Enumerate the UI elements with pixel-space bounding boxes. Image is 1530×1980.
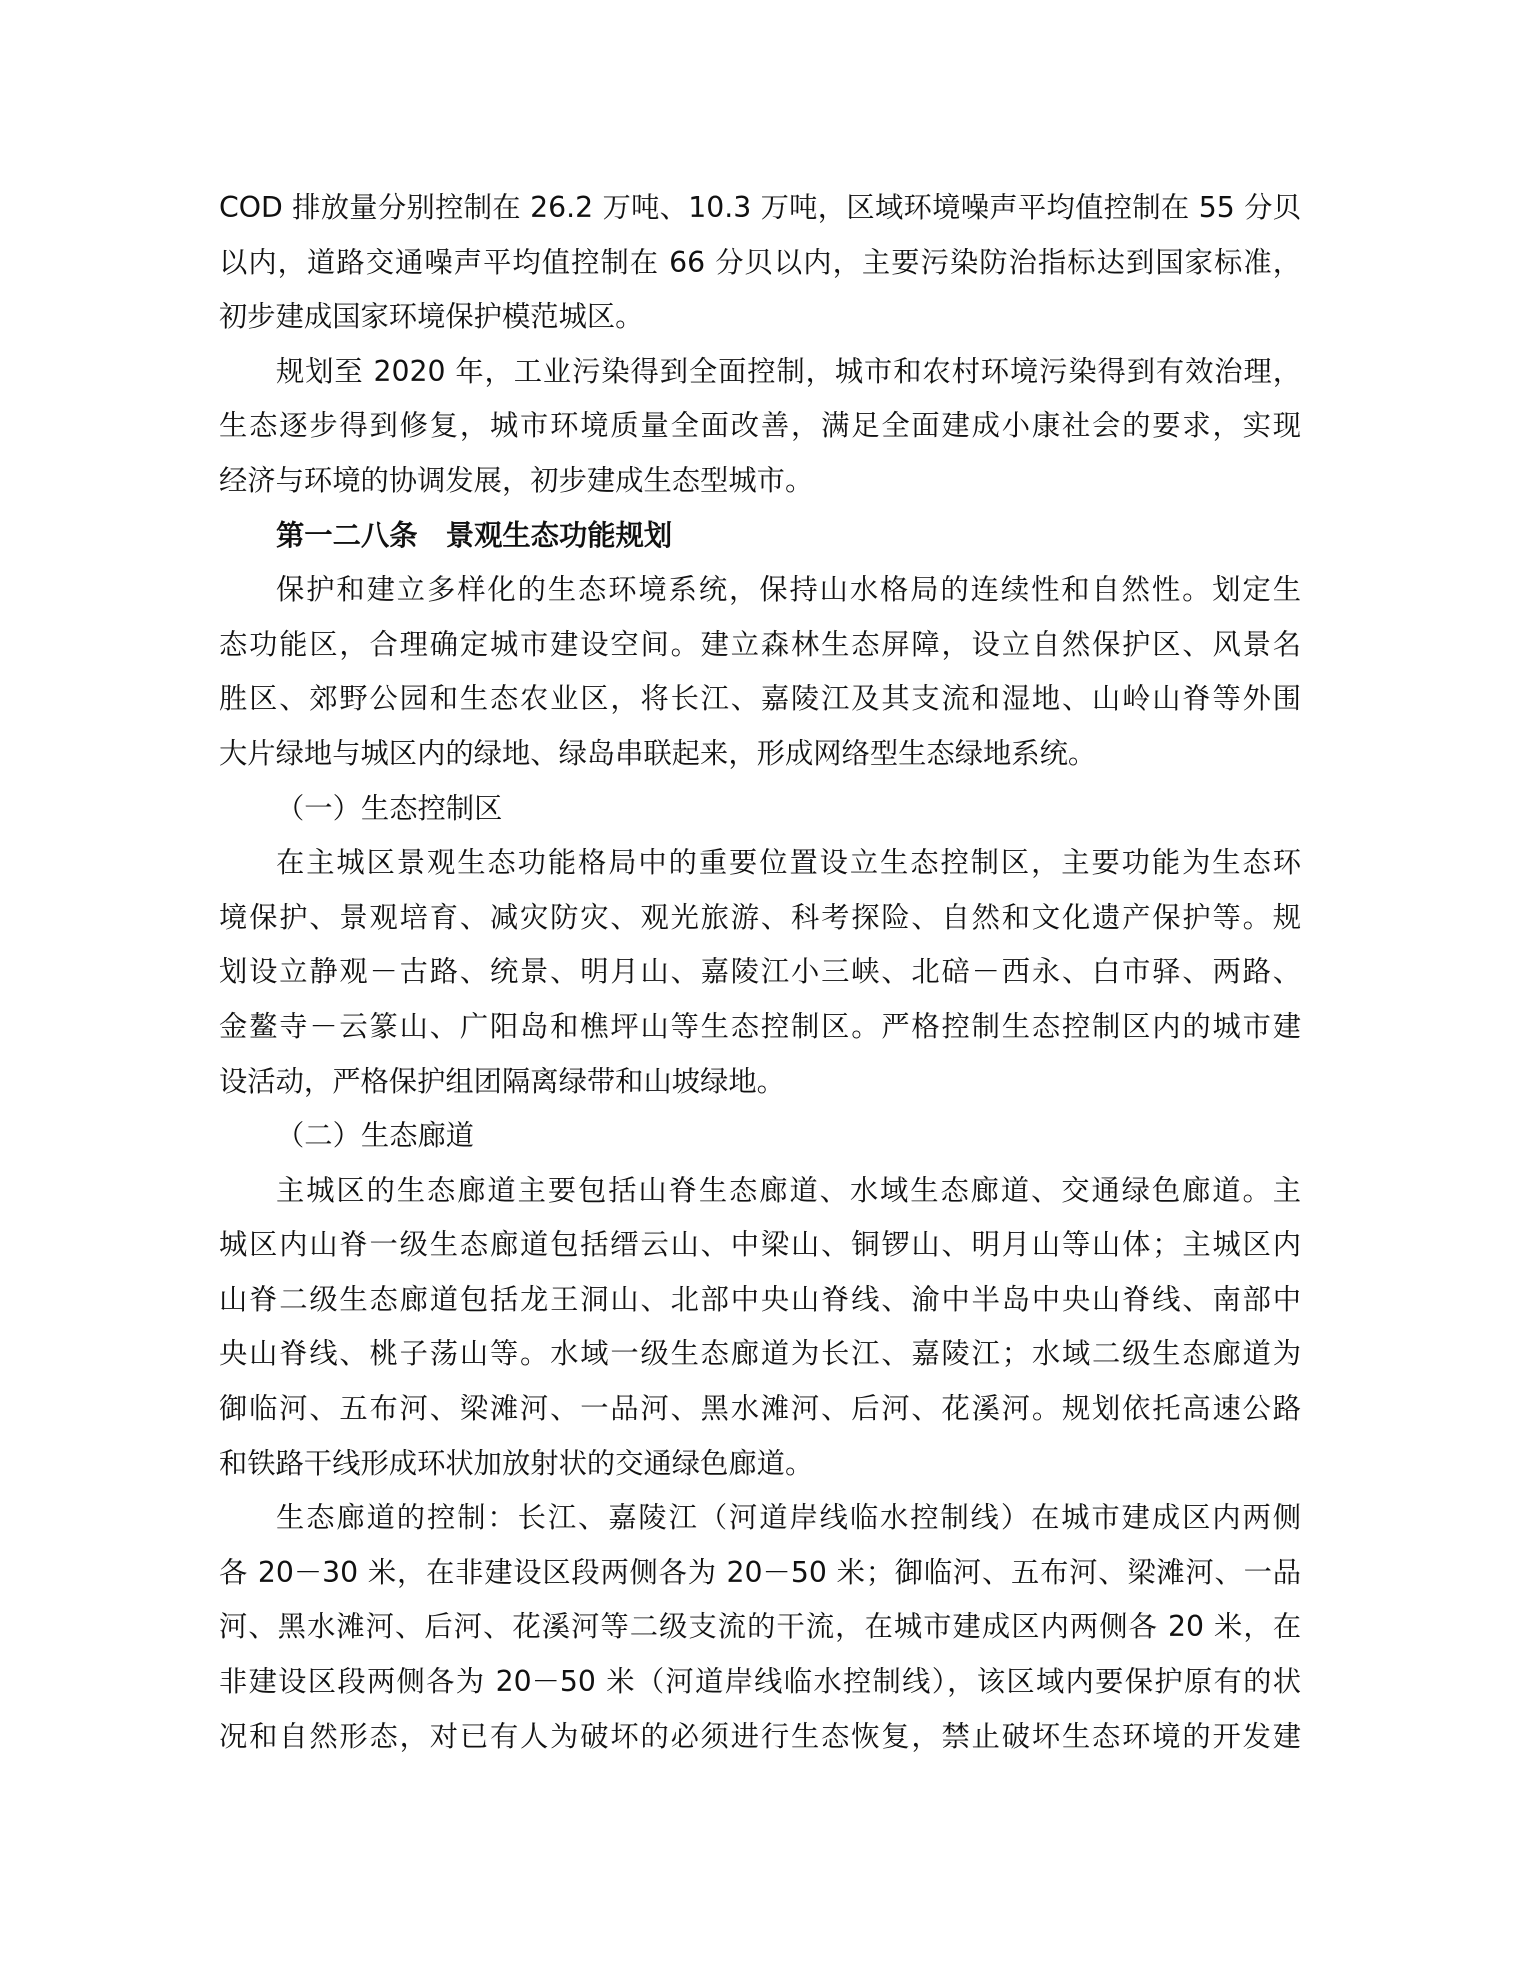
text-line: 保护和建立多样化的生态环境系统，保持山水格局的连续性和自然性。划定生 <box>276 573 1301 607</box>
text-line: 境保护、景观培育、减灾防灾、观光旅游、科考探险、自然和文化遗产保护等。规 <box>219 900 1301 934</box>
text-line: （二）生态廊道 <box>276 1119 475 1153</box>
text-line: 设活动，严格保护组团隔离绿带和山坡绿地。 <box>219 1064 785 1098</box>
text-line: 金鳌寺－云篆山、广阳岛和樵坪山等生态控制区。严格控制生态控制区内的城市建 <box>219 1009 1301 1043</box>
text-line: 央山脊线、桃子荡山等。水域一级生态廊道为长江、嘉陵江；水域二级生态廊道为 <box>219 1337 1301 1371</box>
text-line: 和铁路干线形成环状加放射状的交通绿色廊道。 <box>219 1446 814 1480</box>
text-line: 胜区、郊野公园和生态农业区，将长江、嘉陵江及其支流和湿地、山岭山脊等外围 <box>219 682 1301 716</box>
text-line: 在主城区景观生态功能格局中的重要位置设立生态控制区，主要功能为生态环 <box>276 846 1301 880</box>
text-line: 城区内山脊一级生态廊道包括缙云山、中梁山、铜锣山、明月山等山体；主城区内 <box>219 1228 1301 1262</box>
text-line: 各 20－30 米，在非建设区段两侧各为 20－50 米；御临河、五布河、梁滩河、一品 <box>219 1555 1301 1589</box>
text-line: 生态廊道的控制：长江、嘉陵江（河道岸线临水控制线）在城市建成区内两侧 <box>276 1501 1301 1535</box>
text-line: 划设立静观－古路、统景、明月山、嘉陵江小三峡、北碚－西永、白市驿、两路、 <box>219 955 1301 989</box>
article-heading: 第一二八条 景观生态功能规划 <box>276 518 673 552</box>
text-line: 生态逐步得到修复，城市环境质量全面改善，满足全面建成小康社会的要求，实现 <box>219 409 1301 443</box>
text-line: COD 排放量分别控制在 26.2 万吨、10.3 万吨，区域环境噪声平均值控制在 55 分贝 <box>219 191 1301 224</box>
text-line: 况和自然形态，对已有人为破坏的必须进行生态恢复，禁止破坏生态环境的开发建 <box>219 1719 1301 1753</box>
text-line: 规划至 2020 年，工业污染得到全面控制，城市和农村环境污染得到有效治理， <box>276 354 1301 388</box>
text-line: 经济与环境的协调发展，初步建成生态型城市。 <box>219 463 814 497</box>
text-line: 非建设区段两侧各为 20－50 米（河道岸线临水控制线），该区域内要保护原有的状 <box>219 1665 1301 1699</box>
text-line: 御临河、五布河、梁滩河、一品河、黑水滩河、后河、花溪河。规划依托高速公路 <box>219 1392 1301 1426</box>
text-line: 态功能区，合理确定城市建设空间。建立森林生态屏障，设立自然保护区、风景名 <box>219 627 1301 661</box>
text-line: 大片绿地与城区内的绿地、绿岛串联起来，形成网络型生态绿地系统。 <box>219 736 1097 770</box>
text-line: 以内，道路交通噪声平均值控制在 66 分贝以内，主要污染防治指标达到国家标准， <box>219 245 1301 279</box>
text-line: 河、黑水滩河、后河、花溪河等二级支流的干流，在城市建成区内两侧各 20 米，在 <box>219 1610 1301 1644</box>
text-line: 初步建成国家环境保护模范城区。 <box>219 300 644 334</box>
text-line: 山脊二级生态廊道包括龙王洞山、北部中央山脊线、渝中半岛中央山脊线、南部中 <box>219 1282 1301 1316</box>
document-body <box>219 181 1301 1764</box>
text-line: （一）生态控制区 <box>276 791 503 825</box>
text-line: 主城区的生态廊道主要包括山脊生态廊道、水域生态廊道、交通绿色廊道。主 <box>276 1173 1301 1207</box>
